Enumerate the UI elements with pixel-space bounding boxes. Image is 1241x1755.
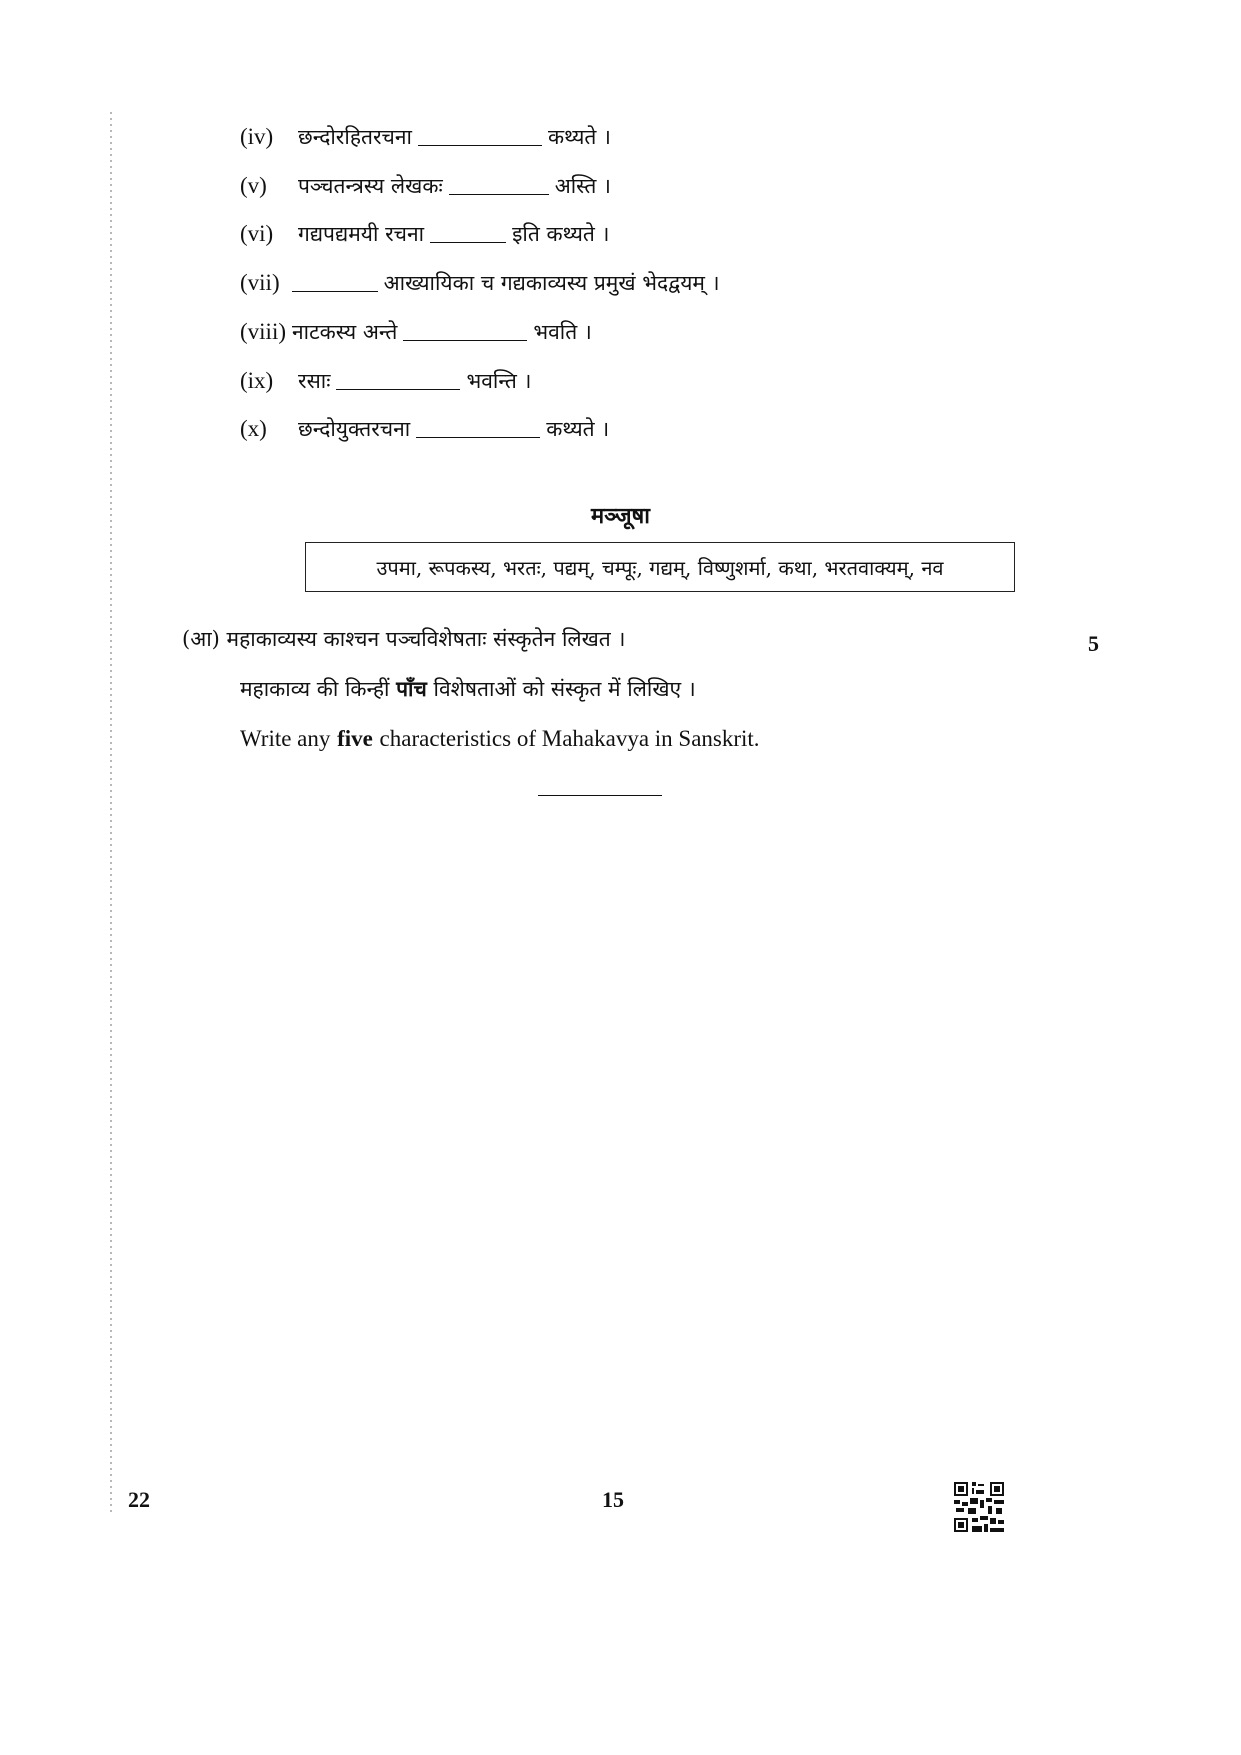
item-text-after: कथ्यते । [547,125,611,149]
manjusha-words: उपमा, रूपकस्य, भरतः, पद्यम्, चम्पूः, गद्यम्, विष्णुशर्मा, कथा, भरतवाक्यम्, नव [376,555,944,580]
item-number: (v) [240,173,267,198]
manjusha-word-box [305,542,1015,592]
section-aa-sanskrit: महाकाव्यस्य काश्चन पञ्चविशेषताः संस्कृतेन लिखत । [226,627,626,651]
section-aa-question [182,624,625,654]
fill-blank-item [240,171,611,201]
item-text-after: इति कथ्यते । [512,222,610,246]
item-text-after: आख्यायिका च गद्यकाव्यस्य प्रमुखं भेदद्वयम् । [383,271,720,295]
english-text-pre: Write any [240,726,331,751]
paper-code: 22 [128,1487,150,1512]
hindi-text-post: विशेषताओं को संस्कृत में लिखिए । [433,677,696,701]
margin-serial-strip [110,112,112,1512]
hindi-text-pre: महाकाव्य की किन्हीं [240,677,390,701]
item-number: (vi) [240,221,274,246]
answer-blank [336,367,460,390]
item-number: (ix) [240,368,274,393]
hindi-text-bold: पाँच [396,676,427,701]
answer-blank [418,123,542,146]
item-text-before: छन्दोयुक्तरचना [298,417,411,441]
section-aa-english [240,724,760,754]
item-number: (vii) [240,270,280,295]
item-text-before: नाटकस्य अन्ते [292,320,398,344]
fill-blank-item [240,268,720,298]
item-number: (x) [240,416,267,441]
item-text-after: अस्ति । [554,174,611,198]
item-number: (viii) [240,319,286,344]
item-text-before: पञ्चतन्त्रस्य लेखकः [298,174,443,198]
section-aa-hindi [240,674,696,704]
page-number: 15 [602,1487,624,1512]
item-number: (iv) [240,124,274,149]
fill-blank-item [240,122,611,152]
answer-blank [449,172,549,195]
answer-blank [416,415,540,438]
section-aa-label: (आ) [182,627,220,651]
item-text-before: छन्दोरहितरचना [298,125,412,149]
manjusha-title: मञ्जूषा [591,503,650,529]
item-text-after: भवति । [533,320,592,344]
section-aa-marks: 5 [1088,631,1099,656]
item-text-before: रसाः [298,369,331,393]
english-text-bold: five [337,726,373,751]
fill-blank-item [240,414,609,444]
fill-blank-item [240,366,531,396]
item-text-before: गद्यपद्यमयी रचना [298,222,425,246]
item-text-after: भवन्ति । [466,369,532,393]
answer-blank [292,269,378,292]
fill-blank-item [240,219,610,249]
qr-code-icon [954,1482,1004,1532]
answer-blank [403,318,527,341]
english-text-post: characteristics of Mahakavya in Sanskrit. [379,726,760,751]
end-divider [538,795,662,796]
fill-blank-item [240,317,592,347]
item-text-after: कथ्यते । [546,417,610,441]
answer-blank [430,220,506,243]
